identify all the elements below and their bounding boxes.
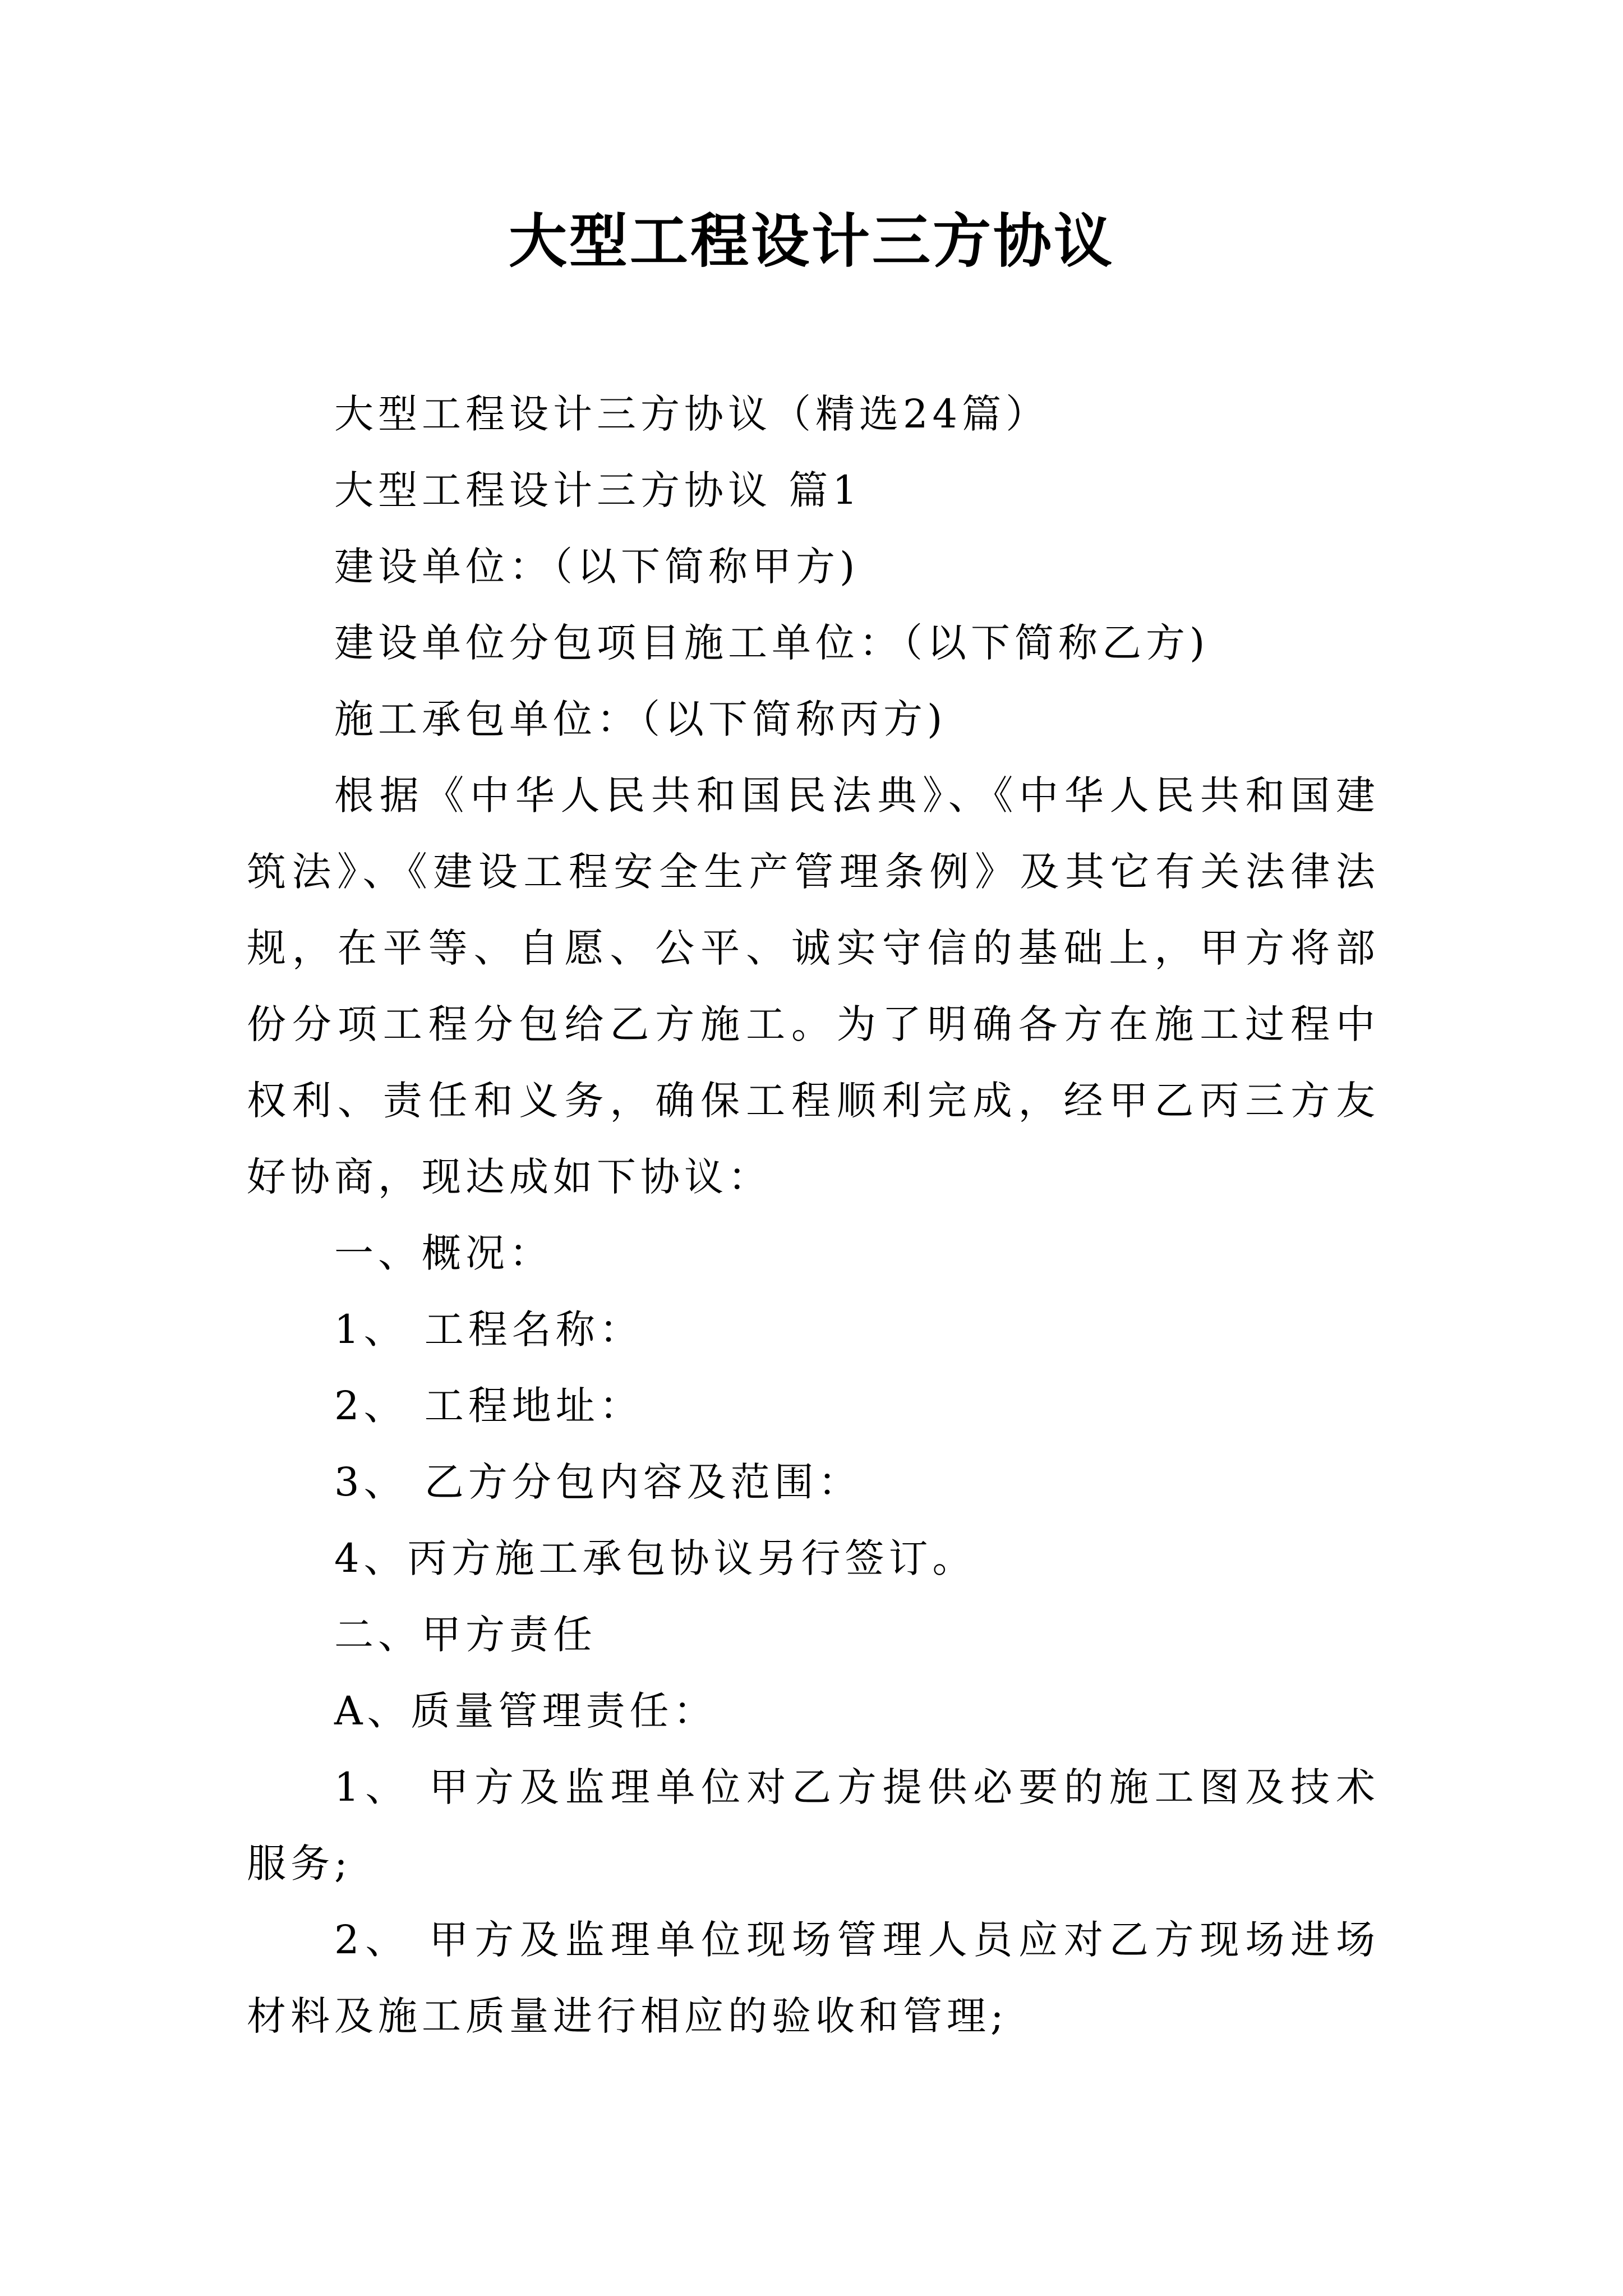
paragraph-quality-2: 2、 甲方及监理单位现场管理人员应对乙方现场进场材料及施工质量进行相应的验收和管理; (247, 1917, 1380, 2039)
paragraph-party-c: 施工承包单位：（以下简称丙方) (334, 696, 947, 742)
paragraph-section-overview: 一、概况： (334, 1230, 553, 1276)
paragraph-party-b: 建设单位分包项目施工单位：（以下简称乙方) (334, 620, 1210, 666)
paragraph-section-party-a: 二、甲方责任 (334, 1612, 597, 1658)
paragraph-subsection-quality: A、质量管理责任： (334, 1688, 717, 1734)
paragraph-item-2: 2、 工程地址： (334, 1383, 643, 1429)
paragraph-quality-1: 1、 甲方及监理单位对乙方提供必要的施工图及技术服务; (247, 1764, 1380, 1887)
paragraph-party-a: 建设单位：（以下简称甲方) (334, 544, 860, 590)
paragraph-article-heading: 大型工程设计三方协议 篇1 (334, 467, 862, 513)
document-title: 大型工程设计三方协议 (508, 206, 1114, 275)
paragraph-item-4: 4、丙方施工承包协议另行签订。 (334, 1535, 976, 1581)
paragraph-preamble: 根据《中华人民共和国民法典》、《中华人民共和国建筑法》、《建设工程安全生产管理条例》及其它有关法律法规，在平等、自愿、公平、诚实守信的基础上，甲方将部份分项工程分包给乙方施工。为了明确各方在施工过程中权利、责任和义务，确保工程顺利完成，经甲乙丙三方友好协商，现达成如下协议： (247, 772, 1380, 1200)
paragraph-item-1: 1、 工程名称： (334, 1306, 643, 1352)
paragraph-item-3: 3、 乙方分包内容及范围： (334, 1459, 862, 1505)
paragraph-subtitle: 大型工程设计三方协议（精选24篇） (334, 391, 1050, 437)
document-body (247, 376, 1380, 2054)
